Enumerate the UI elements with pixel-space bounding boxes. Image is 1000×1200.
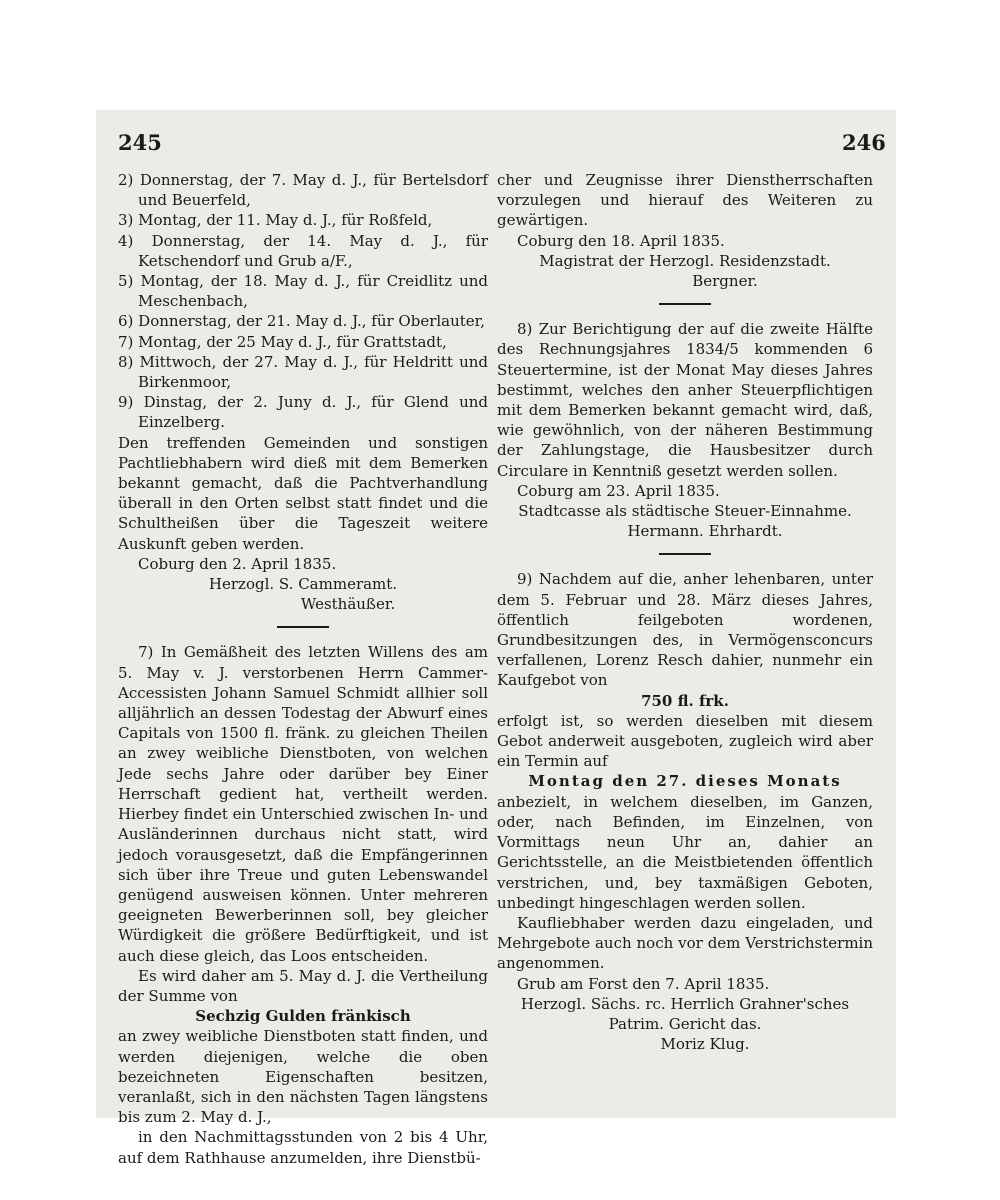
notice-7-office: Magistrat der Herzogl. Residenzstadt. <box>539 251 831 270</box>
page-number-left: 245 <box>118 130 162 155</box>
page-number-right: 246 <box>842 130 886 155</box>
schedule-item: 7) Montag, der 25 May d. J., für Grattstadt, <box>118 332 447 351</box>
schedule-item: 4) Donnerstag, der 14. May d. J., für Ketschendorf und Grub a/F., <box>118 231 488 270</box>
notice-7-para3: an zwey weibliche Dienstboten statt finden, und werden diejenigen, welche die oben bezeichneten Eigenschaften besitzen, veranlaßt, sich in den nächsten Tagen längstens bis zum 2. May d. J., <box>118 1027 488 1127</box>
left-column <box>118 170 488 1168</box>
notice-7-sum: Sechzig Gulden fränkisch <box>195 1007 411 1026</box>
right-column <box>497 170 873 1054</box>
notice-9-term: Montag den 27. dieses Monats <box>528 772 842 791</box>
schedule-item: 9) Dinstag, der 2. Juny d. J., für Glend und Einzelberg. <box>118 393 488 432</box>
notice-9-office: Herzogl. Sächs. rc. Herrlich Grahner'sches Patrim. Gericht das. <box>520 994 850 1033</box>
schedule-item: 3) Montag, der 11. May d. J., für Roßfeld, <box>118 211 433 230</box>
notice-8-date: Coburg am 23. April 1835. <box>517 481 720 500</box>
section-divider <box>659 553 711 555</box>
notice-1-text: Den treffenden Gemeinden und sonstigen Pachtliebhabern wird dieß mit dem Bemerken bekannt gemacht, daß die Pachtverhandlung überall in den Orten selbst statt findet und die Schultheißen über die Tageszeit weitere Auskunft geben werden. <box>118 433 488 553</box>
notice-8-signers: Hermann. Ehrhardt. <box>627 522 783 541</box>
schedule-item: 5) Montag, der 18. May d. J., für Creidlitz und Meschenbach, <box>118 272 488 311</box>
notice-9-para4: Kaufliebhaber werden dazu eingeladen, und Mehrgebote auch noch vor dem Verstrichstermin angenommen. <box>497 913 873 973</box>
notice-9-text: 9) Nachdem auf die, anher lehenbaren, unter dem 5. Februar und 28. März dieses Jahres, öffentlich feilgeboten wordenen, Grundbesitzungen des, in Vermögensconcurs verfallenen, Lorenz Resch dahier, nunmehr ein Kaufgebot von <box>497 570 873 690</box>
schedule-item: 2) Donnerstag, der 7. May d. J., für Bertelsdorf und Beuerfeld, <box>118 171 488 210</box>
notice-9-date: Grub am Forst den 7. April 1835. <box>517 974 770 993</box>
notice-7-para2: Es wird daher am 5. May d. J. die Vertheilung der Summe von <box>118 966 488 1005</box>
notice-1-office: Herzogl. S. Cammeramt. <box>208 575 398 594</box>
notice-9-para2: erfolgt ist, so werden dieselben mit diesem Gebot anderweit ausgeboten, zugleich wird aber ein Termin auf <box>497 711 873 771</box>
notice-7-continuation: cher und Zeugnisse ihrer Dienstherrschaften vorzulegen und hierauf des Weiteren zu gewärtigen. <box>497 171 873 230</box>
notice-9-signer: Moriz Klug. <box>660 1035 750 1054</box>
section-divider <box>659 303 711 305</box>
notice-9-para3: anbezielt, in welchem dieselben, im Ganzen, oder, nach Befinden, im Einzelnen, von Vormittags neun Uhr an, dahier an Gerichtsstelle, an die Meistbietenden öffentlich verstrichen, und, bey taxmäßigen Geboten, unbedingt hingeschlagen werden sollen. <box>497 792 873 912</box>
notice-7-date: Coburg den 18. April 1835. <box>517 231 725 250</box>
notice-7-para4: in den Nachmittagsstunden von 2 bis 4 Uhr, auf dem Rathhause anzumelden, ihre Dienstbü- <box>118 1128 488 1167</box>
notice-1-date: Coburg den 2. April 1835. <box>138 554 337 573</box>
schedule-item: 8) Mittwoch, der 27. May d. J., für Heldritt und Birkenmoor, <box>118 352 488 392</box>
notice-7-signer: Bergner. <box>692 272 758 291</box>
notice-8-text: 8) Zur Berichtigung der auf die zweite Hälfte des Rechnungsjahres 1834/5 kommenden 6 Steuertermine, ist der Monat May dieses Jahres bestimmt, welches den anher Steuerpflichtigen mit dem Bemerken bekannt gemacht wird, daß, wie gewöhnlich, von der näheren Bestimmung der Zahlungstage, die Hausbesitzer durch Circulare in Kenntniß gesetzt werden sollen. <box>497 320 873 480</box>
notice-7-text: 7) In Gemäßheit des letzten Willens des am 5. May v. J. verstorbenen Herrn Cammer-Accessisten Johann Samuel Schmidt allhier soll alljährlich an dessen Todestag der Abwurf eines Capitals von 1500 fl. fränk. zu gleichen Theilen an zwey weibliche Dienstboten, von welchen Jede sechs Jahre oder darüber bey Einer Herrschaft gedient hat, vertheilt werden. Hierbey findet ein Unterschied zwischen In- und Ausländerinnen durchaus nicht statt, wird jedoch vorausgesetzt, daß die Empfängerinnen sich über ihre Treue und guten Lebenswandel genügend ausweisen können. Unter mehreren geeigneten Bewerberinnen soll, bey gleicher Würdigkeit die größere Bedürftigkeit, und ist auch diese gleich, das Loos entscheiden. <box>118 643 488 965</box>
notice-8-office: Stadtcasse als städtische Steuer-Einnahme. <box>518 502 852 521</box>
schedule-item: 6) Donnerstag, der 21. May d. J., für Oberlauter, <box>118 312 485 331</box>
notice-9-amount: 750 fl. frk. <box>641 691 729 710</box>
section-divider <box>277 626 329 628</box>
notice-1-signer: Westhäußer. <box>300 595 396 614</box>
